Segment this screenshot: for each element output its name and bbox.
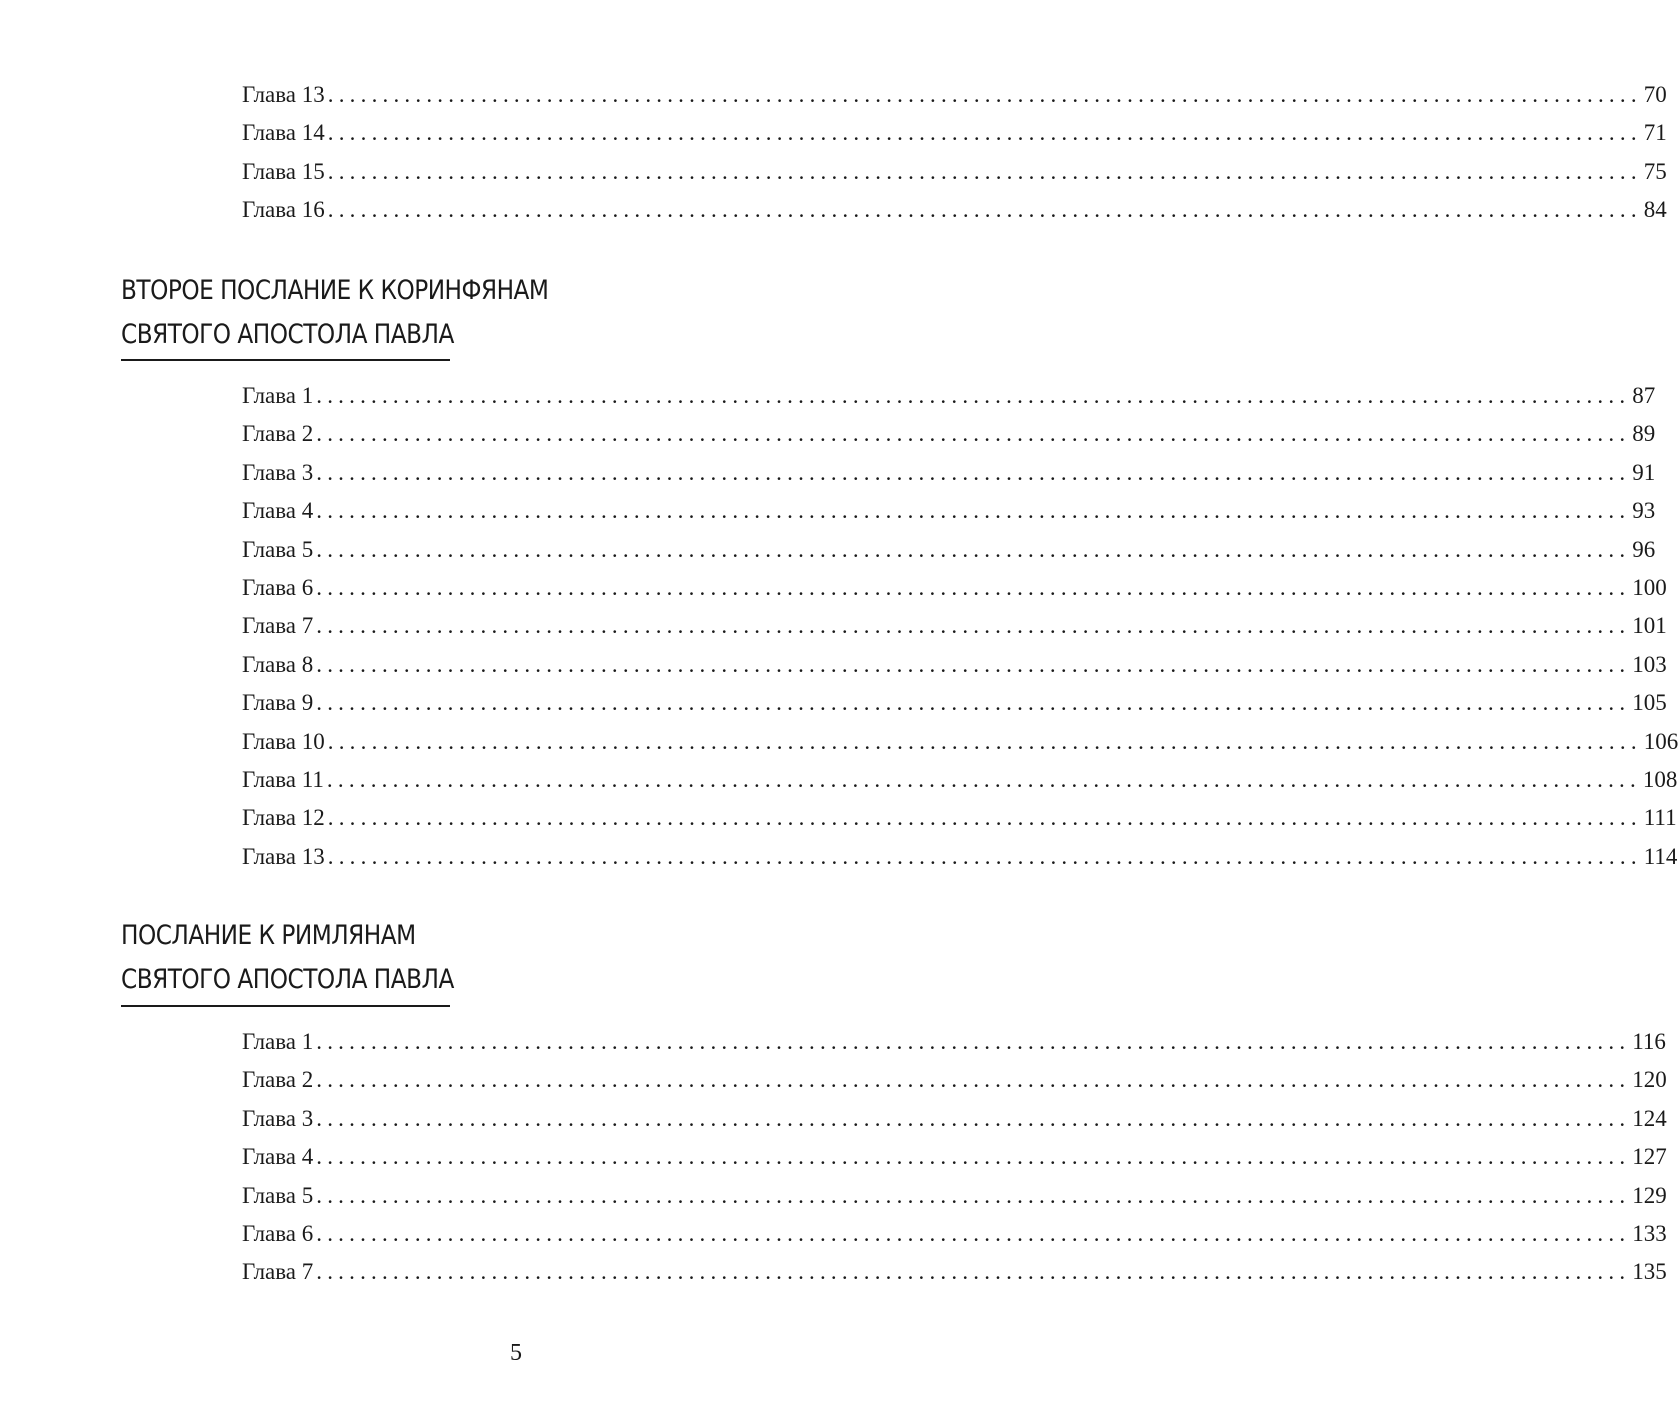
- section-title-line-2: СВЯТОГО АПОСТОЛА ПАВЛА: [121, 964, 454, 995]
- toc-entry: [242, 383, 1656, 421]
- toc-entry: [242, 536, 1656, 575]
- toc-entry-label: Глава 8: [242, 651, 314, 677]
- dot-leader: ........................................................................................................................: [327, 158, 1642, 184]
- toc-entry-label: Глава 3: [242, 459, 314, 485]
- toc-entry: [242, 843, 1678, 882]
- dot-leader: ........................................................................................................................: [316, 1067, 1631, 1093]
- dot-leader: ........................................................................................................................: [316, 536, 1631, 562]
- toc-entry-page: 89: [1632, 421, 1656, 447]
- toc-entry-page: 114: [1643, 843, 1678, 869]
- dot-leader: ........................................................................................................................: [316, 1029, 1631, 1054]
- toc-entry-label: Глава 10: [242, 728, 325, 754]
- toc-entry: [242, 1259, 1667, 1297]
- toc-entry-label: Глава 16: [242, 197, 325, 223]
- section-title-line-2: СВЯТОГО АПОСТОЛА ПАВЛА: [121, 319, 454, 350]
- toc-entry: [242, 498, 1656, 536]
- toc-entry: [242, 613, 1667, 651]
- toc-entry-label: Глава 7: [242, 1259, 314, 1285]
- toc-entry-page: 84: [1643, 197, 1667, 223]
- toc-entry-page: 127: [1632, 1144, 1667, 1170]
- dot-leader: ........................................................................................................................: [316, 613, 1631, 639]
- toc-entry-page: 93: [1632, 498, 1656, 524]
- toc-entry-page: 120: [1632, 1067, 1667, 1093]
- toc-entry-label: Глава 9: [242, 690, 314, 716]
- toc-entry-label: Глава 1: [242, 383, 314, 408]
- toc-entry: [242, 120, 1667, 158]
- toc-entry-label: Глава 1: [242, 1029, 314, 1054]
- toc-entry-page: 106: [1643, 728, 1678, 754]
- toc-entry-label: Глава 13: [242, 843, 325, 869]
- toc-entry-label: Глава 7: [242, 613, 314, 639]
- dot-leader: ........................................................................................................................: [326, 766, 1641, 792]
- toc-entry-label: Глава 2: [242, 421, 314, 447]
- toc-list-romans: [242, 1029, 1667, 1298]
- toc-entry-page: 133: [1632, 1220, 1667, 1246]
- section-heading-second-corinthians: [121, 269, 548, 357]
- dot-leader: ........................................................................................................................: [327, 197, 1642, 223]
- toc-entry-page: 116: [1632, 1029, 1666, 1054]
- toc-entry-label: Глава 15: [242, 158, 325, 184]
- dot-leader: ........................................................................................................................: [316, 1259, 1631, 1285]
- dot-leader: ........................................................................................................................: [316, 1220, 1631, 1246]
- toc-entry-label: Глава 5: [242, 536, 314, 562]
- toc-entry: [242, 1220, 1667, 1259]
- toc-entry-label: Глава 4: [242, 498, 314, 524]
- toc-entry: [242, 1182, 1667, 1221]
- toc-entry-page: 135: [1632, 1259, 1667, 1285]
- section-underline: [121, 1005, 450, 1007]
- toc-entry: [242, 421, 1656, 459]
- dot-leader: ........................................................................................................................: [327, 82, 1642, 107]
- toc-entry: [242, 574, 1667, 613]
- toc-entry-page: 87: [1632, 383, 1656, 408]
- section-title-line-1: ВТОРОЕ ПОСЛАНИЕ К КОРИНФЯНАМ: [121, 275, 549, 306]
- toc-entry-label: Глава 11: [242, 766, 324, 792]
- toc-entry: [242, 728, 1678, 767]
- toc-entry-label: Глава 6: [242, 574, 314, 600]
- toc-list-second-corinthians: [242, 383, 1678, 882]
- toc-entry-label: Глава 3: [242, 1105, 314, 1131]
- toc-entry-page: 124: [1632, 1105, 1667, 1131]
- toc-entry-page: 75: [1643, 158, 1667, 184]
- toc-entry-page: 105: [1632, 690, 1667, 716]
- toc-entry: [242, 1067, 1667, 1105]
- toc-entry: [242, 1105, 1667, 1144]
- toc-entry-page: 101: [1632, 613, 1667, 639]
- dot-leader: ........................................................................................................................: [316, 459, 1631, 485]
- toc-entry-label: Глава 5: [242, 1182, 314, 1208]
- toc-entry-page: 71: [1643, 120, 1667, 146]
- toc-entry-page: 70: [1643, 82, 1667, 107]
- toc-entry: [242, 197, 1667, 235]
- dot-leader: ........................................................................................................................: [316, 1105, 1631, 1131]
- dot-leader: ........................................................................................................................: [316, 383, 1631, 408]
- toc-entry-page: 111: [1643, 805, 1677, 831]
- page-number: 5: [510, 1340, 522, 1366]
- toc-entry: [242, 766, 1678, 805]
- toc-entry: [242, 82, 1667, 120]
- section-underline: [121, 359, 450, 361]
- toc-entry: [242, 651, 1667, 690]
- dot-leader: ........................................................................................................................: [316, 690, 1631, 716]
- toc-entry-page: 91: [1632, 459, 1656, 485]
- toc-entry-label: Глава 2: [242, 1067, 314, 1093]
- toc-entry-label: Глава 4: [242, 1144, 314, 1170]
- toc-list-first-corinthians-continued: [242, 82, 1667, 236]
- dot-leader: ........................................................................................................................: [327, 728, 1642, 754]
- toc-entry-page: 100: [1632, 574, 1667, 600]
- dot-leader: ........................................................................................................................: [327, 120, 1642, 146]
- toc-entry-page: 129: [1632, 1182, 1667, 1208]
- dot-leader: ........................................................................................................................: [316, 1182, 1631, 1208]
- toc-entry: [242, 158, 1667, 197]
- toc-entry-label: Глава 14: [242, 120, 325, 146]
- toc-entry: [242, 1144, 1667, 1182]
- toc-entry: [242, 805, 1677, 843]
- toc-entry-page: 103: [1632, 651, 1667, 677]
- toc-entry-page: 108: [1642, 766, 1678, 792]
- dot-leader: ........................................................................................................................: [316, 421, 1631, 447]
- toc-entry-label: Глава 12: [242, 805, 325, 831]
- section-title-line-1: ПОСЛАНИЕ К РИМЛЯНАМ: [121, 920, 416, 951]
- dot-leader: ........................................................................................................................: [316, 1144, 1631, 1170]
- dot-leader: ........................................................................................................................: [316, 574, 1631, 600]
- dot-leader: ........................................................................................................................: [316, 498, 1631, 524]
- toc-entry-page: 96: [1632, 536, 1656, 562]
- toc-entry-label: Глава 6: [242, 1220, 314, 1246]
- dot-leader: ........................................................................................................................: [327, 843, 1642, 869]
- dot-leader: ........................................................................................................................: [327, 805, 1642, 831]
- section-heading-romans: [121, 914, 454, 1002]
- toc-entry: [242, 459, 1656, 498]
- toc-entry-label: Глава 13: [242, 82, 325, 107]
- toc-entry: [242, 690, 1667, 728]
- toc-entry: [242, 1029, 1666, 1067]
- dot-leader: ........................................................................................................................: [316, 651, 1631, 677]
